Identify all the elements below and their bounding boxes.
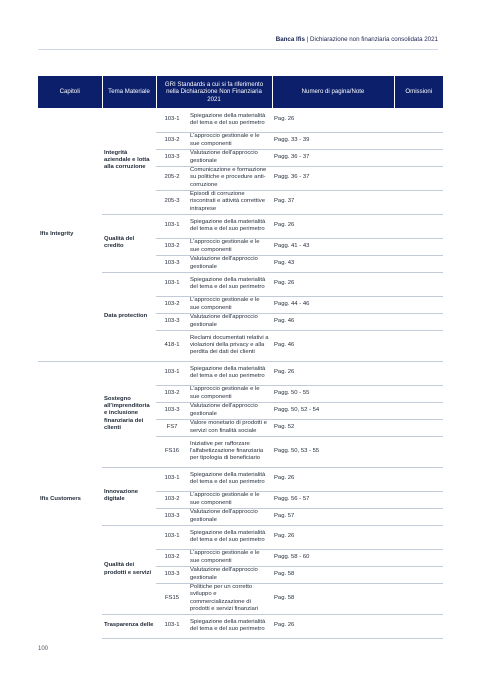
page-ref: Pagg. 56 - 57 — [272, 491, 394, 508]
gri-code: 103-2 — [156, 238, 188, 255]
gri-code: FS16 — [156, 436, 188, 467]
omissions-cell — [394, 255, 443, 272]
page-ref: Pag. 37 — [272, 190, 394, 214]
page-ref: Pag. 26 — [272, 272, 394, 296]
page-ref: Pag. 46 — [272, 313, 394, 330]
page-ref: Pag. 46 — [272, 330, 394, 361]
gri-code: 103-3 — [156, 255, 188, 272]
gri-code: 103-2 — [156, 132, 188, 149]
gri-description: Valutazione dell'approccio gestionale — [188, 255, 272, 272]
omissions-cell — [394, 508, 443, 525]
gri-code: FS15 — [156, 583, 188, 614]
gri-description: Valutazione dell'approccio gestionale — [188, 149, 272, 166]
omissions-cell — [394, 166, 443, 190]
gri-code: 103-2 — [156, 549, 188, 566]
page-number: 100 — [38, 646, 49, 652]
gri-code: 205-2 — [156, 166, 188, 190]
omissions-cell — [394, 330, 443, 361]
page-header — [276, 36, 438, 43]
header-divider — [38, 49, 438, 50]
omissions-cell — [394, 549, 443, 566]
gri-description: Spiegazione della materialità del tema e del suo perimetro — [188, 272, 272, 296]
topic-cell: Data protection — [102, 272, 156, 361]
omissions-cell — [394, 583, 443, 614]
omissions-cell — [394, 108, 443, 132]
table-header-row — [38, 76, 443, 108]
omissions-cell — [394, 132, 443, 149]
omissions-cell — [394, 296, 443, 313]
omissions-cell — [394, 272, 443, 296]
gri-code: 103-1 — [156, 525, 188, 549]
omissions-cell — [394, 313, 443, 330]
omissions-cell — [394, 214, 443, 238]
col-header-omissioni: Omissioni — [394, 76, 443, 108]
omissions-cell — [394, 491, 443, 508]
gri-code: 103-3 — [156, 149, 188, 166]
gri-code: 103-3 — [156, 402, 188, 419]
omissions-cell — [394, 525, 443, 549]
col-header-gri: GRI Standards a cui si fa riferimento nella Dichiarazione Non Finanziaria 2021 — [156, 76, 272, 108]
gri-description: Spiegazione della materialità del tema e del suo perimetro — [188, 108, 272, 132]
page-ref: Pag. 52 — [272, 419, 394, 436]
page-ref: Pag. 43 — [272, 255, 394, 272]
gri-description: Valutazione dell'approccio gestionale — [188, 402, 272, 419]
page-ref: Pagg. 44 - 46 — [272, 296, 394, 313]
gri-code: 103-2 — [156, 491, 188, 508]
gri-code: 103-3 — [156, 566, 188, 583]
gri-description: Valutazione dell'approccio gestionale — [188, 313, 272, 330]
omissions-cell — [394, 361, 443, 385]
page-ref: Pagg. 36 - 37 — [272, 149, 394, 166]
gri-description: Valore monetario di prodotti e servizi con finalità sociale — [188, 419, 272, 436]
topic-cell: Qualità del credito — [102, 214, 156, 272]
gri-code: 103-2 — [156, 296, 188, 313]
gri-code: 103-1 — [156, 467, 188, 491]
page-ref: Pag. 58 — [272, 566, 394, 583]
gri-description: L'approccio gestionale e le sue componenti — [188, 296, 272, 313]
gri-description: Politiche per un corretto sviluppo e commercializzazione di prodotti e servizi finanziari — [188, 583, 272, 614]
gri-code: 418-1 — [156, 330, 188, 361]
topic-cell: Sostegno all'imprenditoria e inclusione finanziaria dei clienti — [102, 361, 156, 467]
omissions-cell — [394, 614, 443, 638]
gri-description: L'approccio gestionale e le sue componenti — [188, 238, 272, 255]
gri-description: Iniziative per rafforzare l'alfabetizzazione finanziaria per tipologia di beneficiario — [188, 436, 272, 467]
gri-description: Spiegazione della materialità del tema e del suo perimetro — [188, 214, 272, 238]
gri-description: Reclami documentati relativi a violazioni della privacy e alla perdita dei dati dei clienti — [188, 330, 272, 361]
gri-code: FS7 — [156, 419, 188, 436]
gri-description: L'approccio gestionale e le sue componenti — [188, 491, 272, 508]
page-ref: Pagg. 36 - 37 — [272, 166, 394, 190]
omissions-cell — [394, 402, 443, 419]
col-header-tema: Tema Materiale — [102, 76, 156, 108]
topic-cell: Integrità aziendale e lotta alla corruzione — [102, 108, 156, 214]
page-ref: Pag. 58 — [272, 583, 394, 614]
page-ref: Pag. 26 — [272, 525, 394, 549]
gri-description: L'approccio gestionale e le sue componenti — [188, 549, 272, 566]
gri-description: Spiegazione della materialità del tema e del suo perimetro — [188, 614, 272, 638]
page-ref: Pagg. 33 - 39 — [272, 132, 394, 149]
gri-code: 205-3 — [156, 190, 188, 214]
omissions-cell — [394, 385, 443, 402]
gri-description: Spiegazione della materialità del tema e del suo perimetro — [188, 361, 272, 385]
gri-code: 103-3 — [156, 313, 188, 330]
gri-code: 103-1 — [156, 614, 188, 638]
gri-description: Episodi di corruzione riscontrati e attività correttive intraprese — [188, 190, 272, 214]
header-separator: | — [306, 36, 311, 43]
gri-code: 103-3 — [156, 508, 188, 525]
table-row — [38, 108, 443, 132]
page-ref: Pagg. 50 - 55 — [272, 385, 394, 402]
gri-description: L'approccio gestionale e le sue componenti — [188, 385, 272, 402]
gri-code: 103-1 — [156, 272, 188, 296]
page-ref: Pagg. 41 - 43 — [272, 238, 394, 255]
omissions-cell — [394, 467, 443, 491]
omissions-cell — [394, 190, 443, 214]
header-title: Dichiarazione non finanziaria consolidata 2021 — [310, 36, 438, 43]
gri-description: Spiegazione della materialità del tema e del suo perimetro — [188, 525, 272, 549]
gri-code: 103-1 — [156, 214, 188, 238]
col-header-capitoli: Capitoli — [38, 76, 102, 108]
page-ref: Pag. 57 — [272, 508, 394, 525]
omissions-cell — [394, 436, 443, 467]
gri-description: Valutazione dell'approccio gestionale — [188, 508, 272, 525]
topic-cell: Qualità dei prodotti e servizi — [102, 525, 156, 614]
topic-cell: Innovazione digitale — [102, 467, 156, 525]
page-ref: Pagg. 50, 52 - 54 — [272, 402, 394, 419]
page-ref: Pagg. 58 - 60 — [272, 549, 394, 566]
gri-code: 103-2 — [156, 385, 188, 402]
gri-code: 103-1 — [156, 108, 188, 132]
page-ref: Pag. 26 — [272, 614, 394, 638]
page-ref: Pag. 26 — [272, 214, 394, 238]
gri-content-index-table — [38, 76, 443, 639]
page-ref: Pag. 26 — [272, 108, 394, 132]
gri-description: Comunicazione e formazione su politiche e procedure anti-corruzione — [188, 166, 272, 190]
gri-code: 103-1 — [156, 361, 188, 385]
omissions-cell — [394, 566, 443, 583]
header-company: Banca Ifis — [275, 36, 305, 43]
table-row — [38, 361, 443, 385]
chapter-cell: Ifis Customers — [40, 496, 81, 503]
page-ref: Pagg. 50, 53 - 55 — [272, 436, 394, 467]
gri-description: L'approccio gestionale e le sue componenti — [188, 132, 272, 149]
col-header-pagina: Numero di pagina/Note — [272, 76, 394, 108]
page-ref: Pag. 26 — [272, 467, 394, 491]
gri-description: Spiegazione della materialità del tema e del suo perimetro — [188, 467, 272, 491]
gri-description: Valutazione dell'approccio gestionale — [188, 566, 272, 583]
topic-cell: Trasparenza delle — [102, 614, 156, 638]
omissions-cell — [394, 149, 443, 166]
chapter-cell: Ifis Integrity — [38, 108, 102, 361]
page-ref: Pag. 26 — [272, 361, 394, 385]
omissions-cell — [394, 419, 443, 436]
omissions-cell — [394, 238, 443, 255]
